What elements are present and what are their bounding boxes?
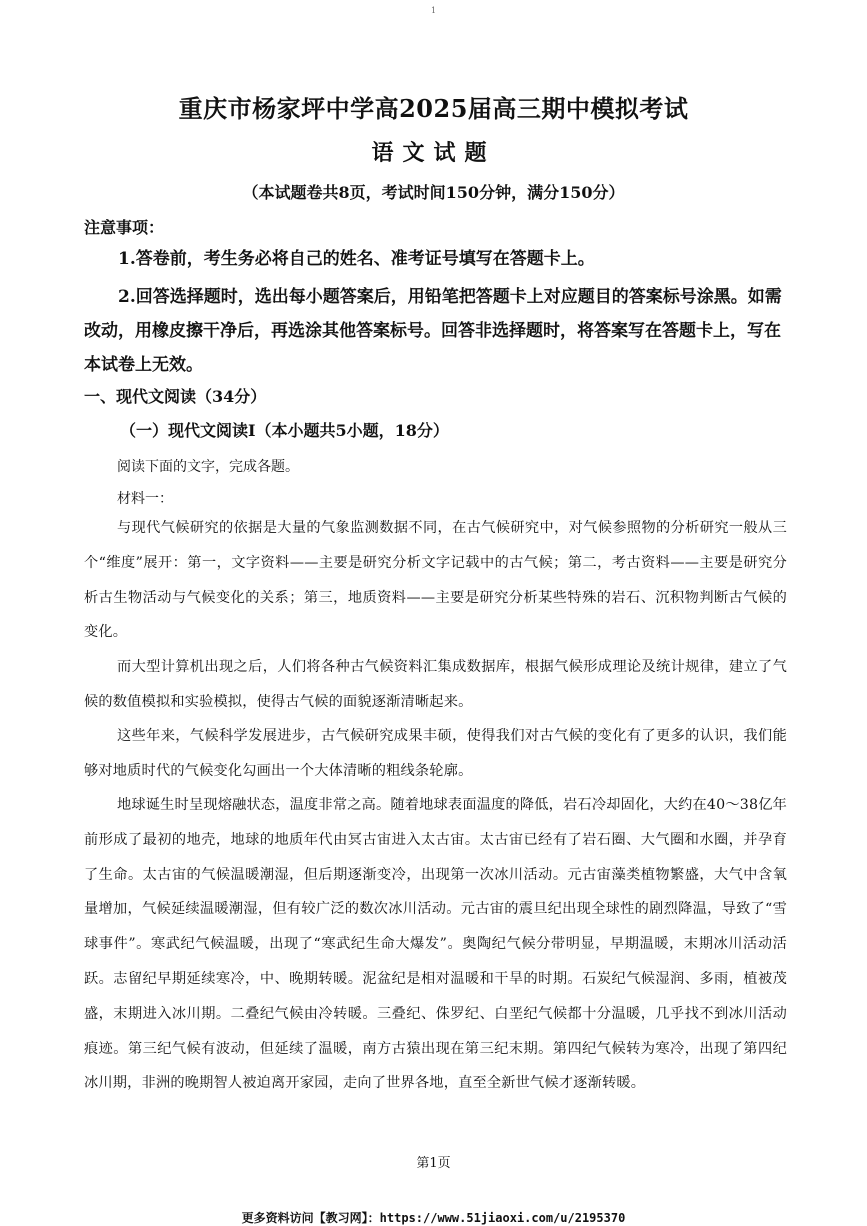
section-title: 一、现代文阅读（34分） xyxy=(84,387,267,406)
notice-item-2: 2.回答选择题时，选出每小题答案后，用铅笔把答题卡上对应题目的答案标号涂黑。如需改动，用橡皮擦干净后，再选涂其他答案标号。回答非选择题时，将答案写在答题卡上，写在本试卷上无效。 xyxy=(84,287,782,375)
reading-instruction: 阅读下面的文字，完成各题。 xyxy=(117,459,299,475)
notice-item-1: 1.答卷前，考生务必将自己的姓名、准考证号填写在答题卡上。 xyxy=(118,249,595,269)
paragraph-4: 地球诞生时呈现熔融状态，温度非常之高。随着地球表面温度的降低，岩石冷却固化，大约在40～38亿年前形成了最初的地壳，地球的地质年代由冥古宙进入太古宙。太古宙已经有了岩石圈、大气圈和水圈，并孕育了生命。太古宙的气候温暖潮湿，但后期逐渐变冷，出现第一次冰川活动。元古宙藻类植物繁盛，大气中含氧量增加，气候延续温暖潮湿，但有较广泛的数次冰川活动。元古宙的震旦纪出现全球性的剧烈降温，导致了“雪球事件”。寒武纪气候温暖，出现了“寒武纪生命大爆发”。奥陶纪气候分带明显，早期温暖，末期冰川活动活跃。志留纪早期延续寒冷，中、晚期转暖。泥盆纪是相对温暖和干旱的时期。石炭纪气候湿润、多雨，植被茂盛，末期进入冰川期。二叠纪气候由冷转暖。三叠纪、侏罗纪、白垩纪气候都十分温暖，几乎找不到冰川活动痕迹。第三纪气候有波动，但延续了温暖，南方古猿出现在第三纪末期。第四纪气候转为寒冷，出现了第四纪冰川期，非洲的晚期智人被迫离开家园，走向了世界各地，直至全新世气候才逐渐转暖。 xyxy=(84,797,787,1092)
paragraph-3: 这些年来，气候科学发展进步，古气候研究成果丰硕，使得我们对古气候的变化有了更多的认识，我们能够对地质时代的气候变化勾画出一个大体清晰的粗线条轮廓。 xyxy=(84,728,787,779)
exam-title: 重庆市杨家坪中学高2025届高三期中模拟考试 xyxy=(178,94,689,123)
site-footer-link[interactable]: 更多资料访问【教习网】：https://www.51jiaoxi.com/u/2195370 xyxy=(241,1211,626,1225)
exam-subtitle: 语文试题 xyxy=(371,140,496,166)
subsection-title: （一）现代文阅读Ⅰ（本小题共5小题，18分） xyxy=(120,421,449,440)
paragraph-2: 而大型计算机出现之后，人们将各种古气候资料汇集成数据库，根据气候形成理论及统计规律，建立了气候的数值模拟和实验模拟，使得古气候的面貌逐渐清晰起来。 xyxy=(84,659,787,710)
top-mark: 1 xyxy=(430,6,437,15)
material-label: 材料一： xyxy=(117,491,173,507)
page-number: 第1页 xyxy=(416,1156,451,1171)
notice-title: 注意事项： xyxy=(84,218,165,237)
paragraph-1: 与现代气候研究的依据是大量的气象监测数据不同，在古气候研究中，对气候参照物的分析研究一般从三个“维度”展开：第一，文字资料——主要是研究分析文字记载中的古气候；第二，考古资料——主要是研究分析古生物活动与气候变化的关系；第三，地质资料——主要是研究分析某些特殊的岩石、沉积物判断古气候的变化。 xyxy=(84,520,787,641)
exam-info: （本试题卷共8页，考试时间150分钟，满分150分） xyxy=(242,183,625,202)
